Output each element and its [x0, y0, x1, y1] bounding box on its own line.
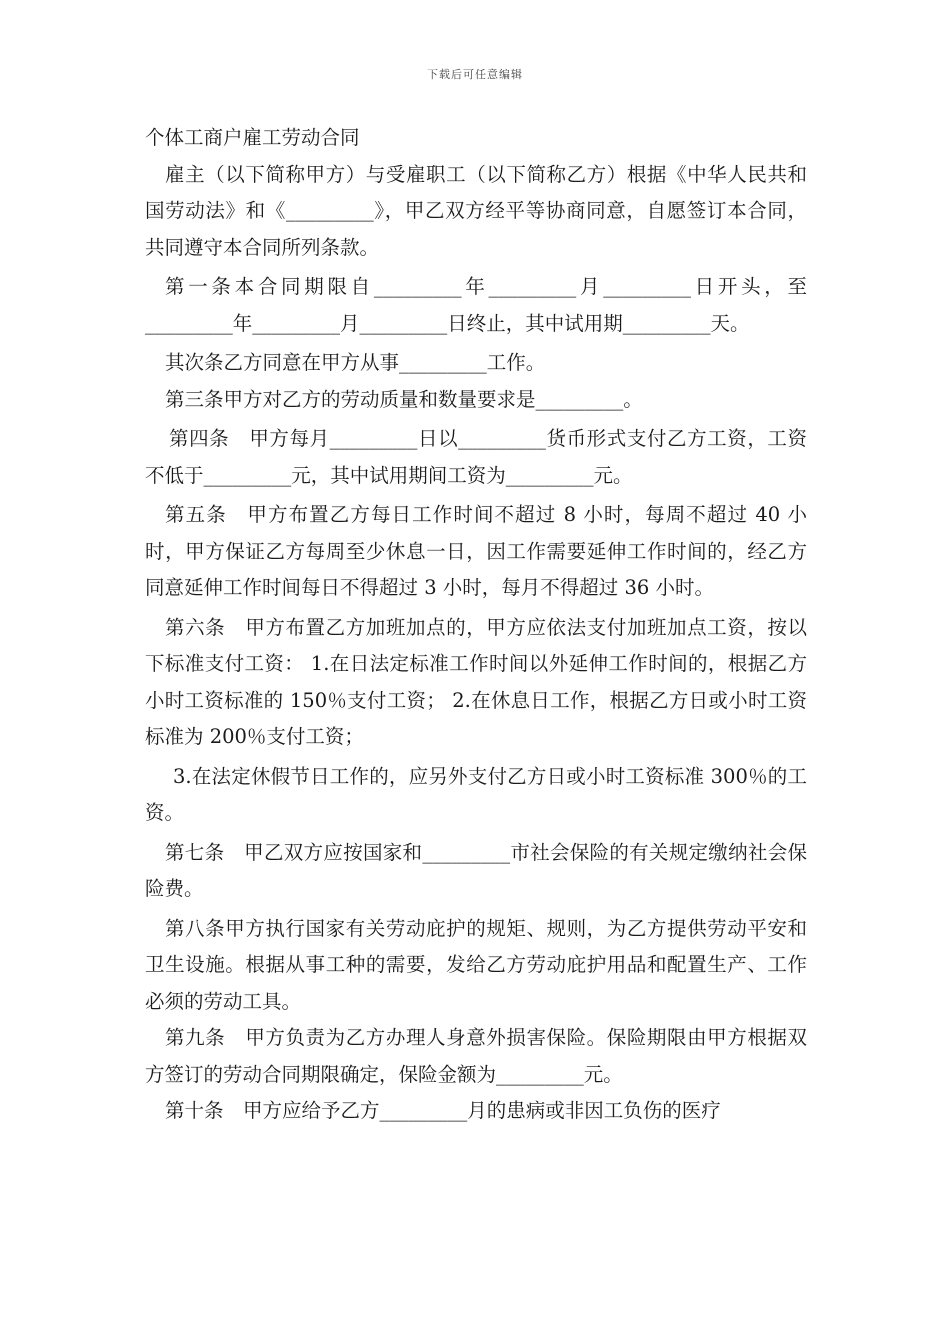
- paragraph-article-2: 其次条乙方同意在甲方从事_________工作。: [165, 351, 546, 374]
- paragraph-article-9: 第九条 甲方负责为乙方办理人身意外损害保险。保险期限由甲方根据双方签订的劳动合同期限确定，保险金额为_________元。: [145, 1026, 807, 1086]
- paragraph-article-3: 第三条甲方对乙方的劳动质量和数量要求是_________。: [165, 387, 643, 411]
- paragraph-article-6: 第六条 甲方布置乙方加班加点的，甲方应依法支付加班加点工资，按以下标准支付工资： 1.在日法定标准工作时间以外延伸工作时间的，根据乙方小时工资标准的 150％支付工资； 2.在休息日工作，根据乙方日或小时工资标准为 200％支付工资；: [145, 615, 807, 748]
- paragraph-article-4: 第四条 甲方每月_________日以_________货币形式支付乙方工资，工资不低于_________元，其中试用期间工资为_________元。: [145, 427, 807, 487]
- header-note: 下载后可任意编辑: [427, 68, 523, 81]
- document-title: 个体工商户雇工劳动合同: [145, 126, 360, 149]
- paragraph-article-6-item-3: 3.在法定休假节日工作的，应另外支付乙方日或小时工资标准 300％的工资。: [145, 764, 807, 824]
- document-body: [145, 120, 807, 1130]
- paragraph-article-5: 第五条 甲方布置乙方每日工作时间不超过 8 小时，每周不超过 40 小时，甲方保证乙方每周至少休息一日，因工作需要延伸工作时间的，经乙方同意延伸工作时间每日不得超过 3 小时，每月不得超过 36 小时。: [145, 503, 807, 599]
- paragraph-article-7: 第七条 甲乙双方应按国家和_________市社会保险的有关规定缴纳社会保险费。: [145, 840, 807, 900]
- paragraph-article-1: 第一条本合同期限自_________年_________月_________日开头，至_________年_________月_________日终止，其中试用期_________天。: [145, 275, 807, 335]
- paragraph-article-10: 第十条 甲方应给予乙方_________月的患病或非因工负伤的医疗: [165, 1099, 721, 1122]
- paragraph-preamble: 雇主（以下简称甲方）与受雇职工（以下简称乙方）根据《中华人民共和国劳动法》和《_________》，甲乙双方经平等协商同意，自愿签订本合同，共同遵守本合同所列条款。: [145, 162, 807, 259]
- paragraph-article-8: 第八条甲方执行国家有关劳动庇护的规矩、规则，为乙方提供劳动平安和卫生设施。根据从事工种的需要，发给乙方劳动庇护用品和配置生产、工作必须的劳动工具。: [145, 916, 807, 1013]
